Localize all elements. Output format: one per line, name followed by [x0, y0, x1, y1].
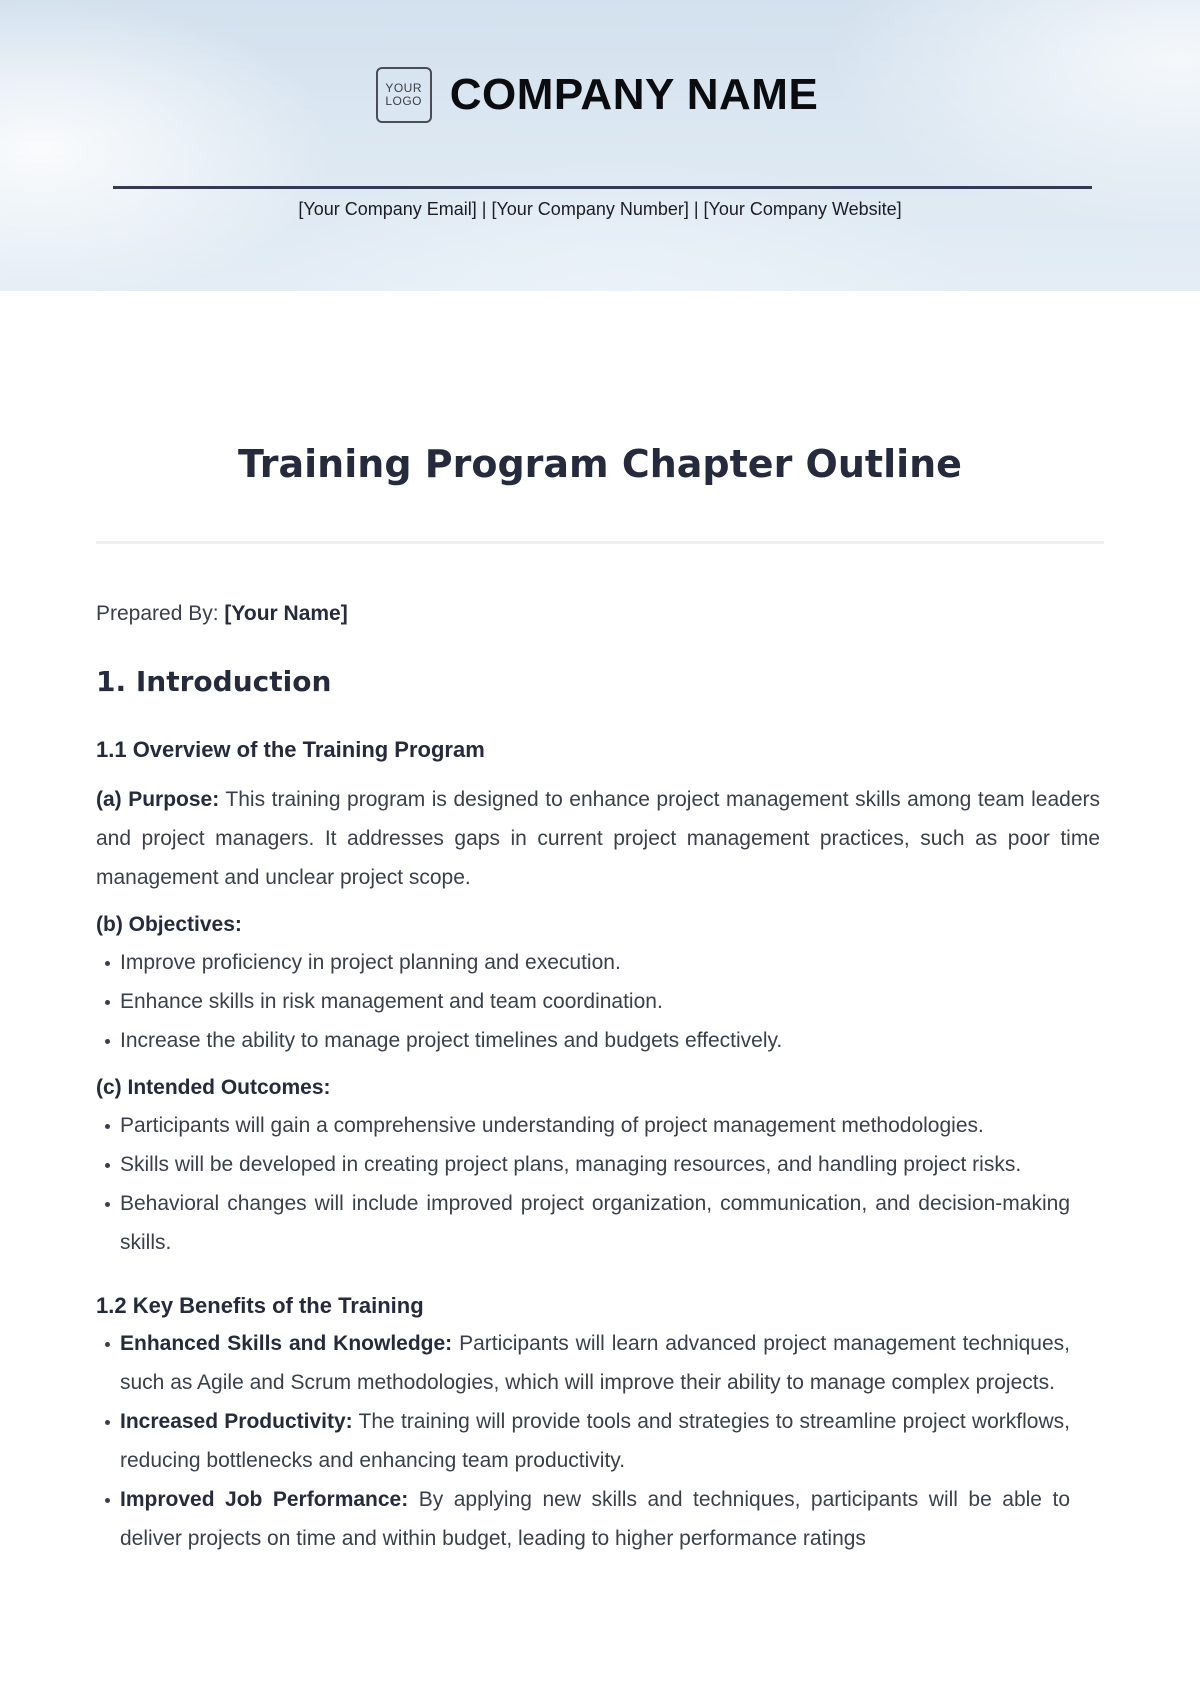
benefit-label: Improved Job Performance: [120, 1488, 409, 1511]
list-item: Participants will gain a comprehensive understanding of project management methodologies. [96, 1106, 1070, 1145]
benefit-text: By applying new skills and techniques, participants will be able to deliver projects on time and within budget, leading to higher performance ratings [120, 1488, 1070, 1550]
document-body [96, 596, 1100, 1558]
header-divider [113, 186, 1092, 189]
outcomes-label: (c) Intended Outcomes: [96, 1076, 331, 1099]
header-banner [0, 0, 1200, 291]
title-divider [96, 541, 1104, 544]
purpose-paragraph [96, 780, 1100, 897]
benefit-label: Increased Productivity: [120, 1410, 353, 1433]
logo-line-1: YOUR [385, 81, 423, 95]
list-item: Increase the ability to manage project timelines and budgets effectively. [96, 1021, 1070, 1060]
objectives-label: (b) Objectives: [96, 913, 242, 936]
benefits-list [96, 1324, 1100, 1558]
list-item [96, 1324, 1070, 1402]
list-item: Enhance skills in risk management and team coordination. [96, 982, 1070, 1021]
list-item [96, 1480, 1070, 1558]
list-item: Skills will be developed in creating project plans, managing resources, and handling project risks. [96, 1145, 1070, 1184]
list-item [96, 1402, 1070, 1480]
logo-placeholder [376, 67, 432, 123]
prepared-by-value: [Your Name] [224, 602, 348, 625]
objectives-list [96, 943, 1100, 1060]
benefit-text: The training will provide tools and strategies to streamline project workflows, reducing bottlenecks and enhancing team productivity. [120, 1410, 1070, 1472]
logo-line-2: LOGO [385, 94, 423, 108]
prepared-by-label: Prepared By: [96, 602, 219, 625]
outcomes-list [96, 1106, 1100, 1262]
company-name: COMPANY NAME [449, 70, 819, 119]
section-heading-introduction: 1. Introduction [96, 665, 332, 698]
benefit-text: Participants will learn advanced project management techniques, such as Agile and Scrum methodologies, which will improve their ability to manage complex projects. [120, 1332, 1070, 1394]
company-contact: [Your Company Email] | [Your Company Number] | [Your Company Website] [298, 199, 902, 219]
subsection-heading-overview: 1.1 Overview of the Training Program [96, 737, 485, 762]
document-title: Training Program Chapter Outline [238, 442, 962, 486]
purpose-text: This training program is designed to enhance project management skills among team leaders and project managers. It addresses gaps in current project management practices, such as poor time management and unclear project scope. [96, 788, 1100, 889]
list-item: Behavioral changes will include improved project organization, communication, and decision-making skills. [96, 1184, 1070, 1262]
purpose-label: (a) Purpose: [96, 788, 220, 811]
benefit-label: Enhanced Skills and Knowledge: [120, 1332, 453, 1355]
prepared-by [96, 596, 1100, 632]
subsection-heading-benefits: 1.2 Key Benefits of the Training [96, 1293, 424, 1318]
list-item: Improve proficiency in project planning and execution. [96, 943, 1070, 982]
brand [0, 67, 1200, 123]
